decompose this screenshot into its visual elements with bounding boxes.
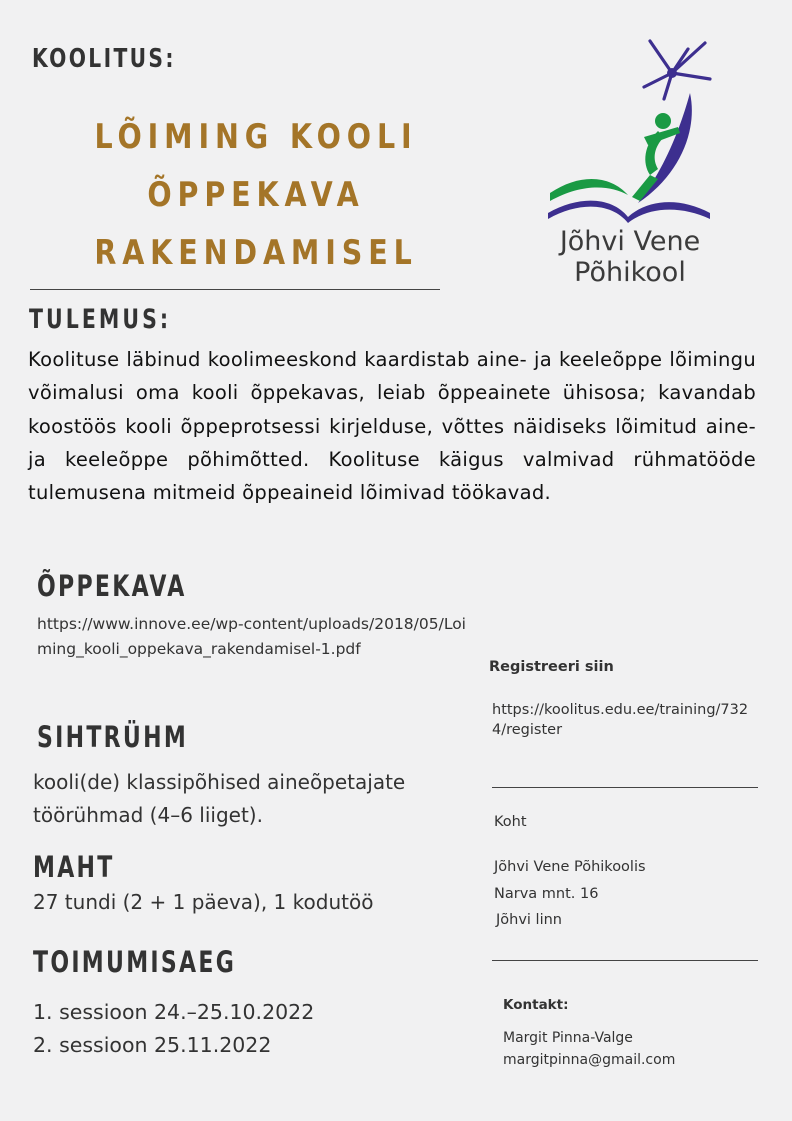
- session-item: 2. sessioon 25.11.2022: [33, 1033, 272, 1057]
- address: [494, 854, 646, 934]
- session-item: 1. sessioon 24.–25.10.2022: [33, 1000, 315, 1024]
- address-line: Narva mnt. 16: [494, 885, 599, 902]
- volume-text: 27 tundi (2 + 1 päeva), 1 kodutöö: [33, 890, 374, 914]
- schedule-heading: TOIMUMISAEG: [33, 945, 237, 979]
- result-heading: TULEMUS:: [29, 304, 172, 335]
- school-name-line-2: Põhikool: [574, 257, 686, 288]
- course-title-line-1: LÕIMING KOOLI: [94, 117, 418, 157]
- curriculum-heading: ÕPPEKAVA: [37, 569, 187, 603]
- course-title-line-3: RAKENDAMISEL: [94, 233, 418, 273]
- register-link[interactable]: https://koolitus.edu.ee/training/7324/register: [492, 702, 749, 738]
- volume-heading: MAHT: [33, 850, 115, 884]
- divider: [492, 960, 758, 961]
- course-label: KOOLITUS:: [32, 44, 176, 74]
- register-label: Registreeri siin: [489, 659, 614, 675]
- contact-info: [503, 1027, 675, 1071]
- contact-label: Kontakt:: [503, 997, 569, 1013]
- target-group-text: kooli(de) klassipõhised aineõpetajate töörühmad (4–6 liiget).: [33, 770, 406, 827]
- target-group-heading: SIHTRÜHM: [37, 720, 189, 754]
- contact-name: Margit Pinna-Valge: [503, 1030, 633, 1046]
- address-line: Jõhvi Vene Põhikoolis: [494, 859, 646, 875]
- course-title: [32, 108, 480, 282]
- result-text: Koolituse läbinud koolimeeskond kaardistab aine- ja keeleõppe lõimingu võimalusi oma kooli õppekavas, leiab õppeainete ühisosa; kavandab koostöös kooli õppeprotsessi kirjelduse, võttes näidiseks lõimitud aine- ja keeleõppe põhimõtted. Koolituse käigus valmivad rühmatööde tulemusena mitmeid õppeaineid lõimivad töökavad.: [28, 348, 756, 505]
- school-name: [545, 226, 715, 288]
- curriculum-link[interactable]: https://www.innove.ee/wp-content/uploads/2018/05/Loiming_kooli_oppekava_rakendamisel-1.pdf: [37, 615, 466, 658]
- session-list: [33, 996, 314, 1062]
- location-label: Koht: [494, 814, 527, 830]
- divider: [492, 787, 758, 788]
- school-name-line-1: Jõhvi Vene: [559, 226, 701, 257]
- contact-email[interactable]: margitpinna@gmail.com: [503, 1052, 676, 1068]
- course-title-line-2: ÕPPEKAVA: [147, 175, 365, 215]
- address-line: Jõhvi linn: [496, 912, 562, 928]
- divider: [30, 289, 440, 290]
